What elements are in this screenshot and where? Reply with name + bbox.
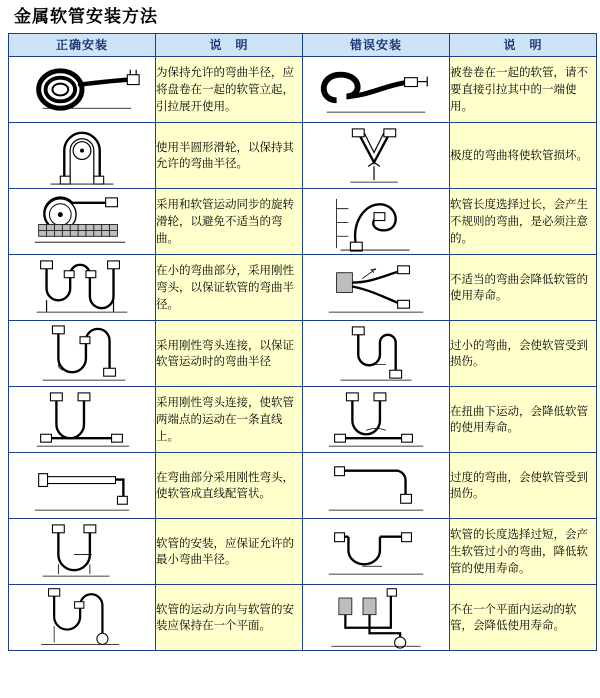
- table-header-row: [9, 33, 597, 56]
- figure-sharp-v-bend-hose: [303, 122, 450, 188]
- figure-rigid-elbow-u-loop-moving: [9, 320, 156, 386]
- table-row: [9, 254, 597, 320]
- desc-correct: 采用和软管运动同步的旋转滑轮，以避免不适当的弯曲。: [156, 188, 303, 254]
- desc-wrong: 软管的长度选择过短，会产生软管过小的弯曲，降低软管的使用寿命。: [450, 518, 597, 584]
- desc-wrong: 在扭曲下运动，会降低软管的使用寿命。: [450, 386, 597, 452]
- desc-correct: 在小的弯曲部分，采用刚性弯头，以保证软管的弯曲半径。: [156, 254, 303, 320]
- table-body: [9, 56, 597, 650]
- figure-too-small-bend-radius-loop: [303, 320, 450, 386]
- desc-correct: 采用刚性弯头连接，以保证软管运动时的弯曲半径: [156, 320, 303, 386]
- figure-coiled-hose-pulled-straight: [303, 56, 450, 122]
- desc-wrong: 被卷卷在一起的软管，请不要直接引拉其中的一端使用。: [450, 56, 597, 122]
- header-correct-desc: 说 明: [156, 33, 303, 56]
- table-row: [9, 122, 597, 188]
- desc-correct: 为保持允许的弯曲半径，应将盘卷在一起的软管立起，引拉展开使用。: [156, 56, 303, 122]
- desc-correct: 采用刚性弯头连接，使软管两端点的运动在一条直线上。: [156, 386, 303, 452]
- figure-half-round-pulley-loop: [9, 122, 156, 188]
- figure-rigid-elbow-straight-line-ends: [9, 386, 156, 452]
- table-row: [9, 518, 597, 584]
- figure-rotating-pulley-with-chain: [9, 188, 156, 254]
- table-row: [9, 320, 597, 386]
- table-row: [9, 584, 597, 650]
- header-correct-install: 正确安装: [9, 33, 156, 56]
- desc-correct: 软管的安装，应保证允许的最小弯曲半径。: [156, 518, 303, 584]
- hose-installation-table: [8, 33, 597, 651]
- table-row: [9, 452, 597, 518]
- table-row: [9, 56, 597, 122]
- desc-wrong: 极度的弯曲将使软管损坏。: [450, 122, 597, 188]
- figure-over-bending-at-end: [303, 452, 450, 518]
- desc-correct: 软管的运动方向与软管的安装应保持在一个平面。: [156, 584, 303, 650]
- desc-wrong: 过度的弯曲，会使软管受到损伤。: [450, 452, 597, 518]
- figure-minimum-bend-radius-u-hose: [9, 518, 156, 584]
- figure-improper-bend-at-fitting: [303, 254, 450, 320]
- desc-wrong: 软管长度选择过长，会产生不规则的弯曲，是必须注意的。: [450, 188, 597, 254]
- desc-wrong: 不在一个平面内运动的软管，会降低使用寿命。: [450, 584, 597, 650]
- figure-rigid-elbow-straight-piping: [9, 452, 156, 518]
- figure-excess-length-small-bend: [303, 518, 450, 584]
- figure-out-of-plane-motion-install: [303, 584, 450, 650]
- figure-rigid-elbow-small-bend: [9, 254, 156, 320]
- table-header: [9, 33, 597, 56]
- table-row: [9, 386, 597, 452]
- desc-correct: 在弯曲部分采用刚性弯头，使软管成直线配管状。: [156, 452, 303, 518]
- desc-wrong: 不适当的弯曲会降低软管的使用寿命。: [450, 254, 597, 320]
- figure-twisting-motion-u-hose: [303, 386, 450, 452]
- header-wrong-desc: 说 明: [450, 33, 597, 56]
- page-title: 金属软管安装方法: [14, 7, 158, 27]
- desc-wrong: 过小的弯曲，会使软管受到损伤。: [450, 320, 597, 386]
- desc-correct: 使用半圆形滑轮，以保持其允许的弯曲半径。: [156, 122, 303, 188]
- header-wrong-install: 错误安装: [303, 33, 450, 56]
- figure-excess-length-irregular-bend: [303, 188, 450, 254]
- figure-coiled-hose-vertical-stand: [9, 56, 156, 122]
- figure-motion-plane-aligned-install: [9, 584, 156, 650]
- table-row: [9, 188, 597, 254]
